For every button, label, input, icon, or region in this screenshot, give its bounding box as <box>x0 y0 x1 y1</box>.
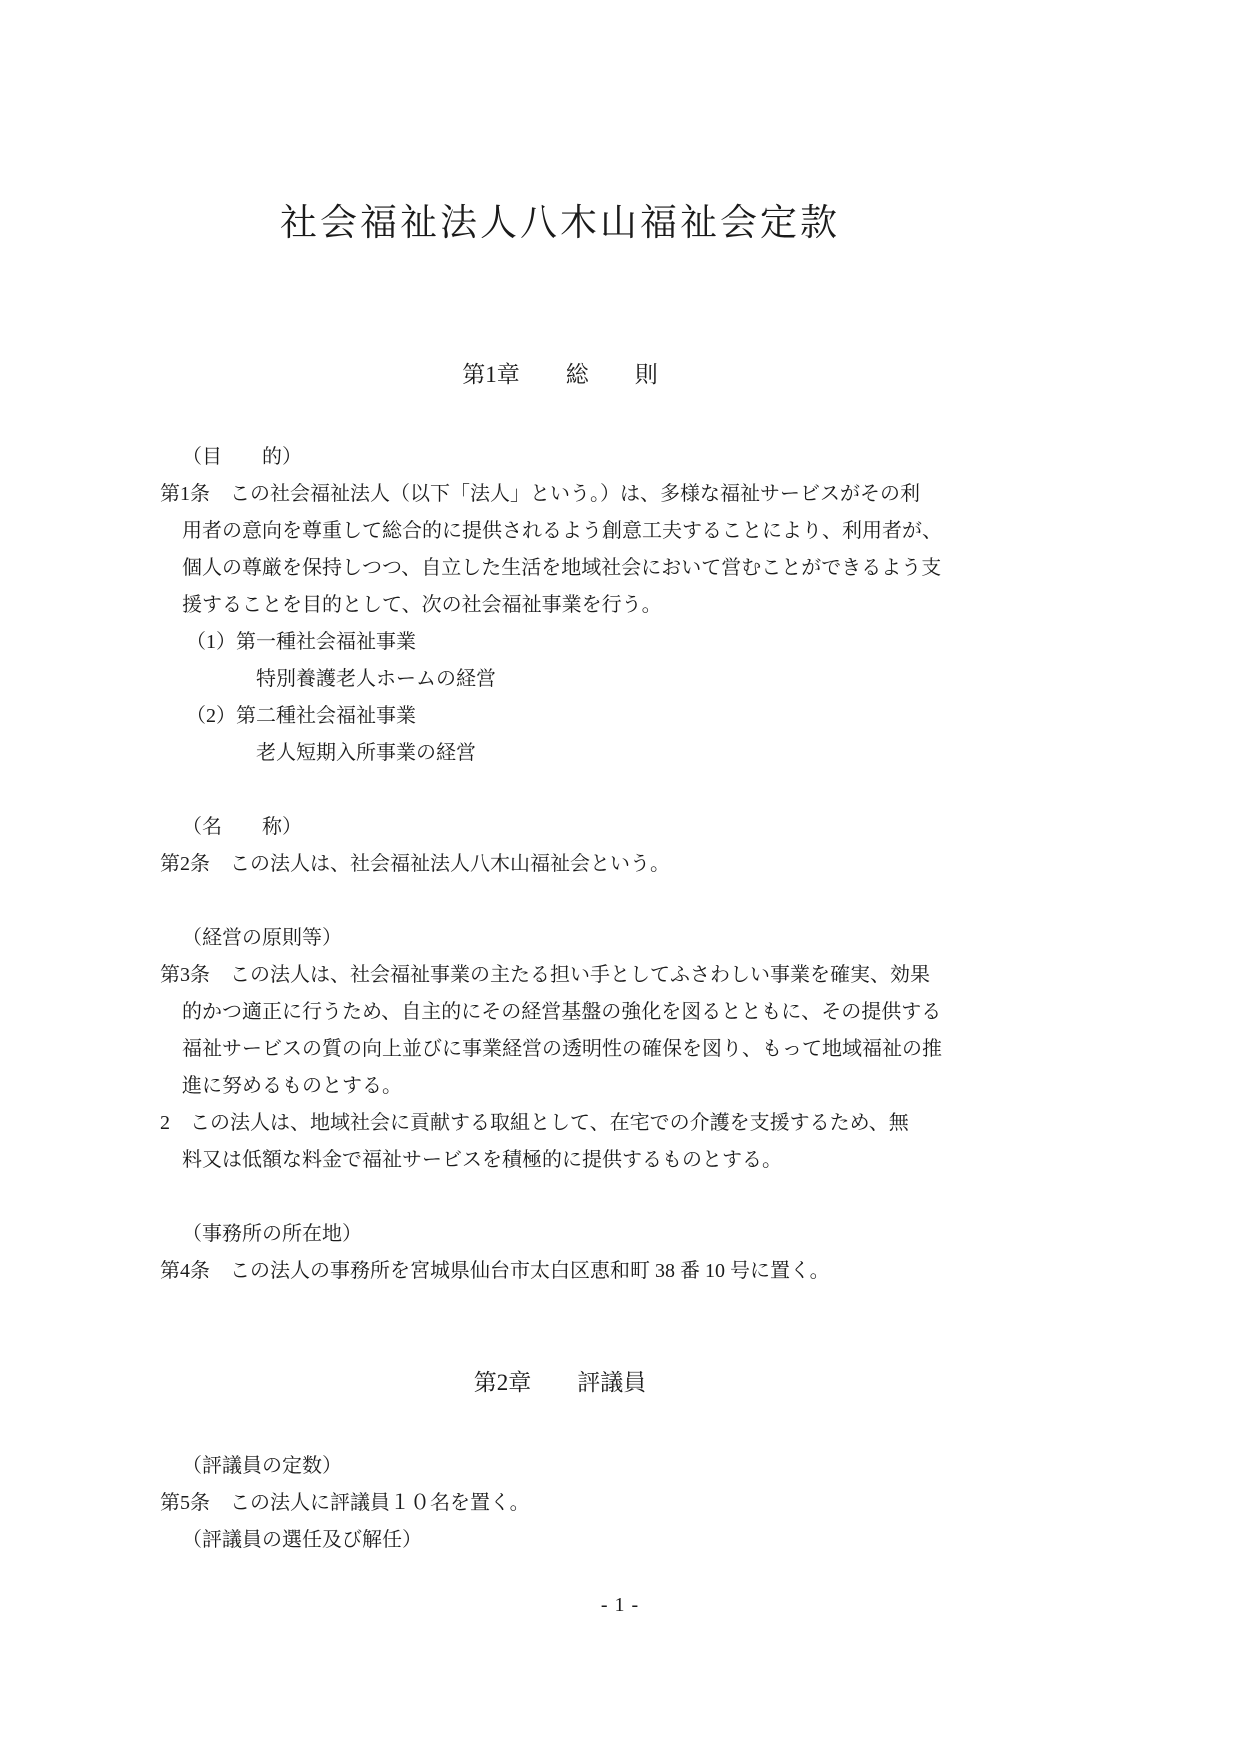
article1-item2-sub: 老人短期入所事業の経営 <box>256 742 476 764</box>
article3-paragraph2-line: 2 この法人は、地域社会に貢献する取組として、在宅での介護を支援するため、無 <box>160 1112 909 1134</box>
article1-item1-sub: 特別養護老人ホームの経営 <box>256 668 496 690</box>
section-label-councilor-count: （評議員の定数） <box>182 1455 342 1477</box>
article1-line: 援することを目的として、次の社会福祉事業を行う。 <box>182 594 662 616</box>
article2-line: 第2条 この法人は、社会福祉法人八木山福祉会という。 <box>160 853 670 875</box>
article4-line: 第4条 この法人の事務所を宮城県仙台市太白区恵和町 38 番 10 号に置く。 <box>160 1260 830 1282</box>
article1-line: 用者の意向を尊重して総合的に提供されるよう創意工夫することにより、利用者が、 <box>182 520 942 542</box>
section-label-purpose: （目 的） <box>182 446 302 468</box>
article5-line: 第5条 この法人に評議員１０名を置く。 <box>160 1492 530 1514</box>
section-label-name: （名 称） <box>182 816 302 838</box>
document-body <box>160 0 960 1559</box>
article1-line: 個人の尊厳を保持しつつ、自立した生活を地域社会において営むことができるよう支 <box>182 557 942 579</box>
article3-line: 福祉サービスの質の向上並びに事業経営の透明性の確保を図り、もって地域福祉の推 <box>182 1038 942 1060</box>
article3-line: 第3条 この法人は、社会福祉事業の主たる担い手としてふさわしい事業を確実、効果 <box>160 964 930 986</box>
section-label-principles: （経営の原則等） <box>182 927 342 949</box>
section-label-office: （事務所の所在地） <box>182 1223 362 1245</box>
section-label-councilor-appointment: （評議員の選任及び解任） <box>182 1529 422 1551</box>
page-number: - 1 - <box>600 1594 640 1616</box>
document-title: 社会福祉法人八木山福祉会定款 <box>280 203 840 244</box>
article3-line: 的かつ適正に行うため、自主的にその経営基盤の強化を図るとともに、その提供する <box>182 1001 942 1023</box>
article3-paragraph2-line: 料又は低額な料金で福祉サービスを積極的に提供するものとする。 <box>182 1149 782 1171</box>
chapter2-heading: 第2章 評議員 <box>473 1370 647 1395</box>
article1-line: 第1条 この社会福祉法人（以下「法人」という。）は、多様な福祉サービスがその利 <box>160 483 920 505</box>
article3-line: 進に努めるものとする。 <box>182 1075 402 1097</box>
chapter1-heading: 第1章 総 則 <box>462 362 658 387</box>
article1-item2: （2）第二種社会福祉事業 <box>186 705 416 727</box>
article1-item1: （1）第一種社会福祉事業 <box>186 631 416 653</box>
